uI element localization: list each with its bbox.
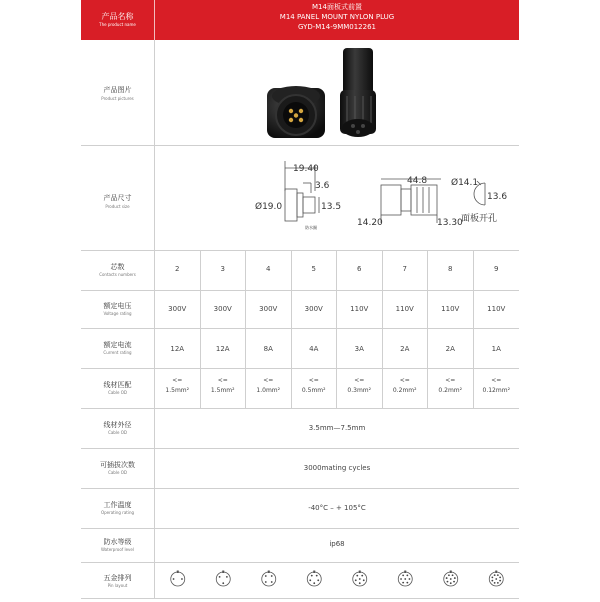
current-cell: 12A	[201, 328, 247, 368]
row-label	[81, 368, 155, 408]
row-label	[81, 290, 155, 328]
label-cn: 工作温度	[103, 501, 132, 509]
row-label	[81, 448, 155, 488]
row-current	[81, 328, 519, 369]
pin-layout-8	[444, 571, 458, 587]
dim-socket-height: 13.5	[321, 202, 342, 212]
label-cn: 五金排列	[103, 574, 132, 582]
dim-plug-left: 14.20	[357, 218, 383, 228]
connector-photos	[155, 40, 519, 145]
current-cell: 8A	[246, 328, 292, 368]
voltage-cell: 110V	[337, 290, 383, 328]
wire-cell: <= 0.12mm²	[482, 377, 510, 394]
current-cell: 12A	[155, 328, 201, 368]
cutout-caption: 面板开孔	[461, 214, 498, 224]
dim-socket-diameter: Ø19.0	[255, 202, 283, 212]
row-label	[81, 408, 155, 448]
label-cn: 线材外径	[103, 421, 132, 429]
contacts-cell: 9	[494, 265, 499, 273]
label-cn: 额定电压	[103, 302, 132, 310]
pin-layout-diagrams	[155, 562, 519, 598]
row-label	[81, 40, 155, 145]
label-en: Cable OD	[108, 390, 127, 395]
label-en: Pin layout	[107, 583, 128, 588]
row-voltage	[81, 290, 519, 329]
current-cell: 3A	[337, 328, 383, 368]
waterproof-value: ip68	[329, 540, 345, 548]
pin-layout-9	[489, 571, 503, 587]
label-en: Product pictures	[101, 96, 134, 101]
dimension-svg	[155, 145, 519, 250]
wire-cell: <= 0.3mm²	[337, 368, 383, 408]
label-cn: 产品尺寸	[103, 194, 132, 202]
contacts-cells	[155, 250, 519, 290]
dim-socket-width: 19.40	[293, 164, 319, 174]
current-cells	[155, 328, 519, 368]
product-title-cn: M14面板式前置	[312, 3, 362, 11]
dim-plug-length: 44.8	[407, 176, 428, 186]
dim-plug-right: 13.30	[437, 218, 463, 228]
row-outer-diameter	[81, 408, 519, 449]
nylon-plug-photo	[340, 48, 376, 137]
row-temperature	[81, 488, 519, 529]
voltage-cell: 300V	[155, 290, 201, 328]
current-cell: 4A	[292, 328, 338, 368]
label-cn: 防水等级	[103, 538, 132, 546]
panel-socket-photo	[267, 86, 325, 138]
header-label-cell	[81, 0, 154, 40]
pin-layout-4	[262, 571, 276, 587]
dim-cutout-diameter: Ø14.1	[451, 178, 479, 188]
pin-layout-6	[353, 571, 367, 587]
dim-socket-note: 防水圈	[305, 225, 317, 230]
wire-cell: <= 1.5mm²	[201, 368, 247, 408]
label-en: Operating rating	[100, 510, 135, 515]
wire-cell: <= 0.5mm²	[292, 368, 338, 408]
pin-layout-3	[216, 571, 230, 587]
label-cn: 可插拔次数	[100, 461, 135, 469]
header-label-en: The product name	[99, 22, 136, 27]
label-en: Product size	[105, 204, 130, 209]
wire-cell: <= 0.2mm²	[383, 368, 429, 408]
contacts-cell: 7	[383, 250, 429, 290]
pin-layout-7	[398, 571, 412, 587]
contacts-cell: 6	[337, 250, 383, 290]
mating-value-area	[155, 448, 519, 488]
row-dimensions	[81, 145, 519, 251]
label-cn: 线材匹配	[103, 381, 132, 389]
contacts-cell: 8	[428, 250, 474, 290]
pin-layout-area	[155, 562, 519, 598]
header-bar	[81, 0, 519, 40]
label-cn: 额定电流	[103, 341, 132, 349]
voltage-cell: 110V	[428, 290, 474, 328]
label-en: Voltage rating	[103, 311, 132, 316]
label-cn: 芯数	[110, 263, 125, 271]
label-en: Waterproof level	[100, 547, 134, 552]
row-wire	[81, 368, 519, 409]
waterproof-value-area	[155, 528, 519, 562]
pin-layout-5	[307, 571, 321, 587]
current-cell: 1A	[491, 345, 501, 353]
row-label	[81, 488, 155, 528]
voltage-cells	[155, 290, 519, 328]
wire-cell: <= 0.2mm²	[428, 368, 474, 408]
voltage-cell: 110V	[487, 305, 506, 313]
row-pictures	[81, 40, 519, 146]
contacts-cell: 4	[246, 250, 292, 290]
mating-cycles-value: 3000mating cycles	[303, 464, 371, 472]
contacts-cell: 3	[201, 250, 247, 290]
wire-cell: <= 1.0mm²	[246, 368, 292, 408]
voltage-cell: 110V	[383, 290, 429, 328]
current-cell: 2A	[383, 328, 429, 368]
product-title-en: M14 PANEL MOUNT NYLON PLUG	[279, 13, 395, 21]
row-label	[81, 562, 155, 598]
outer-value-area	[155, 408, 519, 448]
voltage-cell: 300V	[292, 290, 338, 328]
current-cell: 2A	[428, 328, 474, 368]
row-pin-layout	[81, 562, 519, 599]
wire-cells	[155, 368, 519, 408]
row-mating	[81, 448, 519, 489]
contacts-cell: 5	[292, 250, 338, 290]
temperature-value: -40°C – + 105°C	[308, 504, 366, 512]
outer-diameter-value: 3.5mm—7.5mm	[308, 424, 366, 432]
dim-cutout-flat: 13.6	[487, 192, 508, 202]
voltage-cell: 300V	[246, 290, 292, 328]
row-label	[81, 145, 155, 250]
row-label	[81, 528, 155, 562]
pictures-area	[155, 40, 519, 145]
product-spec-sheet	[81, 0, 519, 600]
row-waterproof	[81, 528, 519, 563]
row-contacts	[81, 250, 519, 291]
wire-cell: <= 1.5mm²	[155, 368, 201, 408]
label-en: Current rating	[103, 350, 132, 355]
header-label-cn: 产品名称	[101, 12, 134, 21]
label-en: Contacts numbers	[99, 272, 136, 277]
product-model: GYD-M14-9MM012261	[298, 23, 376, 31]
row-label	[81, 328, 155, 368]
contacts-cell: 2	[155, 250, 201, 290]
dimension-drawings	[155, 145, 519, 250]
row-label	[81, 250, 155, 290]
label-cn: 产品图片	[103, 86, 132, 94]
label-en: Cable OD	[108, 470, 127, 475]
dim-socket-flange: 3.6	[315, 181, 330, 191]
pin-layout-2	[171, 571, 185, 587]
temperature-value-area	[155, 488, 519, 528]
voltage-cell: 300V	[201, 290, 247, 328]
label-en: Cable OD	[108, 430, 127, 435]
